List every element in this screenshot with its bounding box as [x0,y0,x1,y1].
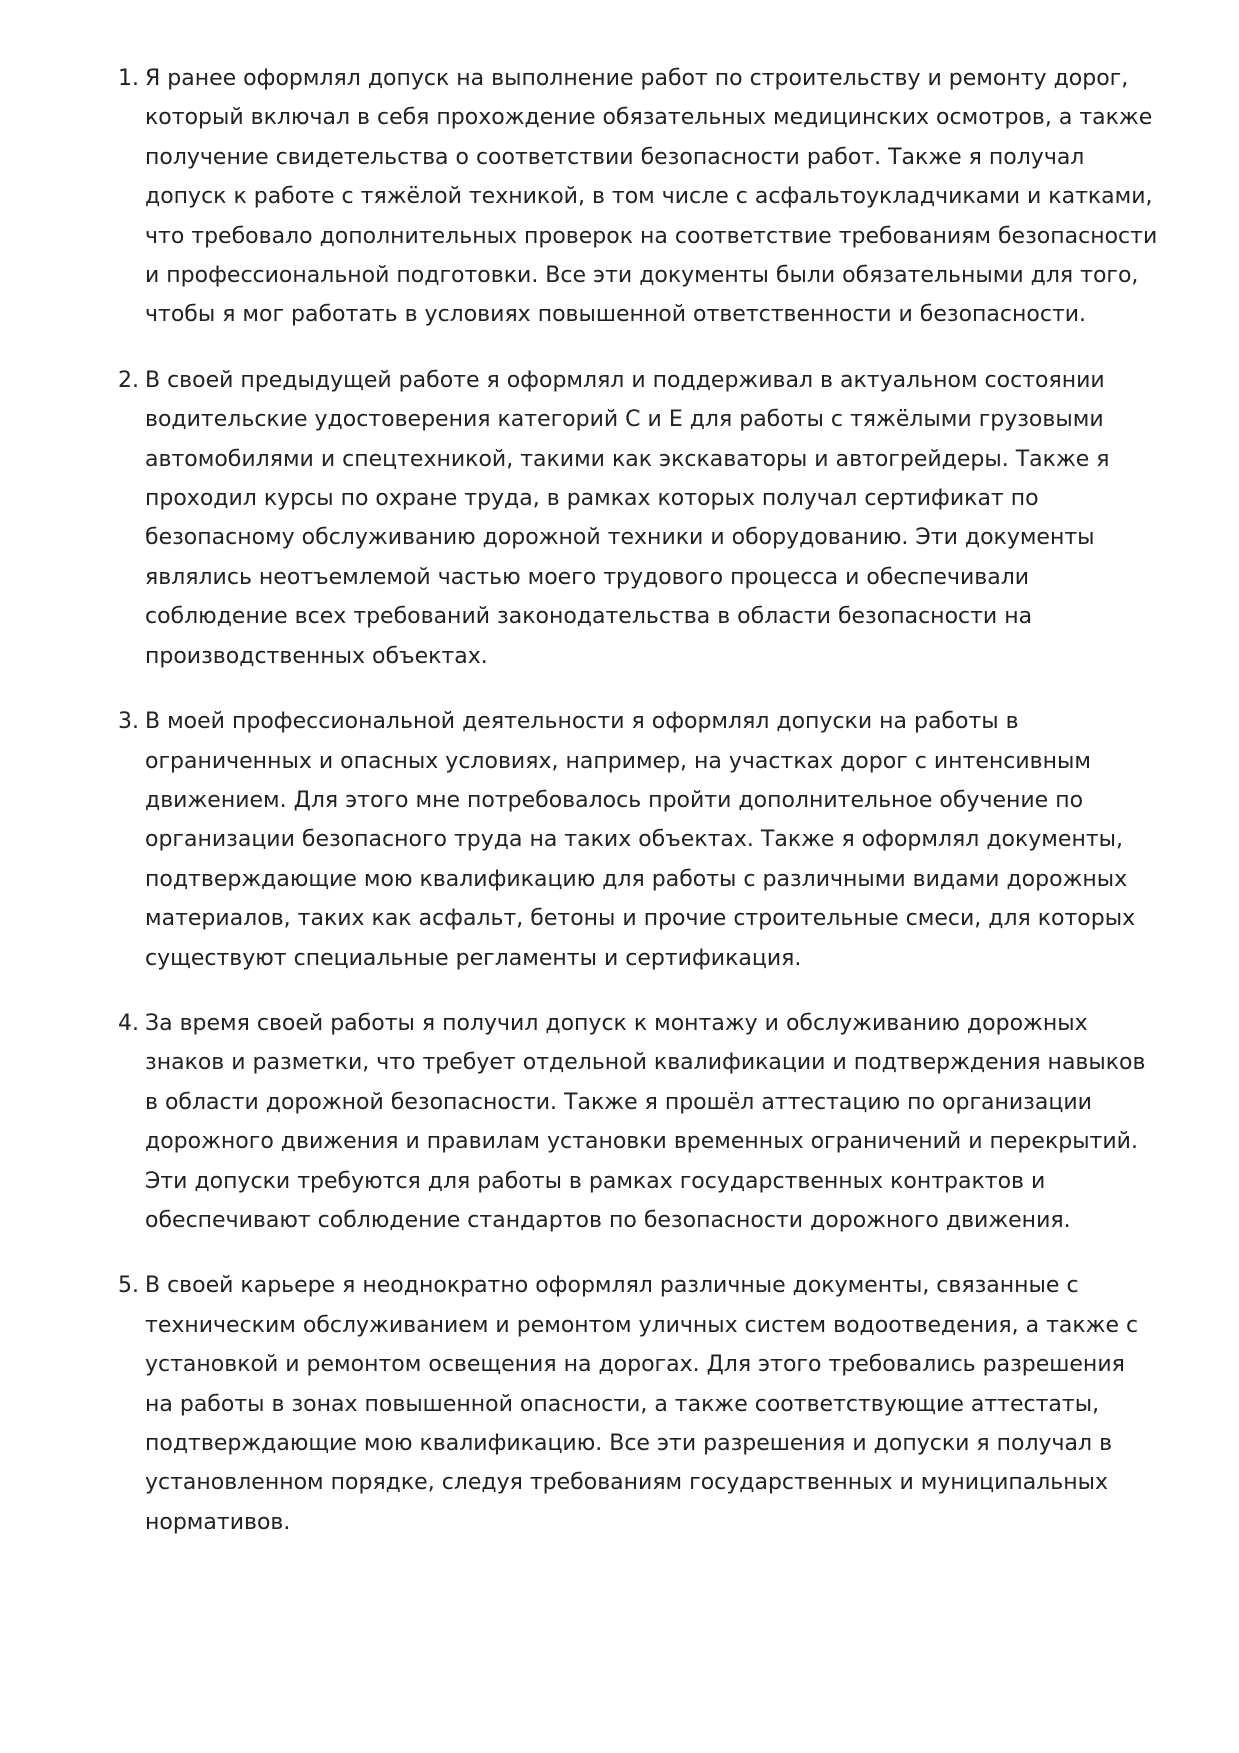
numbered-list [118,59,1158,1568]
list-item-text: В моей профессиональной деятельности я оформлял допуски на работы в ограниченных и опасных условиях, например, на участках дорог с интенсивным движением. Для этого мне потребовалось пройти дополнительное обучение по организации безопасного труда на таких объектах. Также я оформлял документы, подтверждающие мою квалификацию для работы с различными видами дорожных материалов, таких как асфальт, бетоны и прочие строительные смеси, для которых существуют специальные регламенты и сертификация. [145,709,1136,971]
list-item-number: 2. [118,367,139,393]
list-item [118,59,1158,335]
list-item-text: В своей предыдущей работе я оформлял и поддерживал в актуальном состоянии водительские удостоверения категорий C и E для работы с тяжёлыми грузовыми автомобилями и спецтехникой, такими как экскаваторы и автогрейдеры. Также я проходил курсы по охране труда, в рамках которых получал сертификат по безопасному обслуживанию дорожной техники и оборудованию. Эти документы являлись неотъемлемой частью моего трудового процесса и обеспечивали соблюдение всех требований законодательства в области безопасности на производственных объектах. [145,367,1110,669]
list-item-text: Я ранее оформлял допуск на выполнение работ по строительству и ремонту дорог, который включал в себя прохождение обязательных медицинских осмотров, а также получение свидетельства о соответствии безопасности работ. Также я получал допуск к работе с тяжёлой техникой, в том числе с асфальтоукладчиками и катками, что требовало дополнительных проверок на соответствие требованиям безопасности и профессиональной подготовки. Все эти документы были обязательными для того, чтобы я мог работать в условиях повышенной ответственности и безопасности. [145,66,1158,328]
list-item [118,361,1158,676]
list-item [118,702,1158,978]
list-item-number: 4. [118,1010,139,1036]
list-item-number: 5. [118,1273,139,1299]
list-item-text: За время своей работы я получил допуск к монтажу и обслуживанию дорожных знаков и разметки, что требует отдельной квалификации и подтверждения навыков в области дорожной безопасности. Также я прошёл аттестацию по организации дорожного движения и правилам установки временных ограничений и перекрытий. Эти допуски требуются для работы в рамках государственных контрактов и обеспечивают соблюдение стандартов по безопасности дорожного движения. [145,1010,1146,1233]
list-item-number: 1. [118,66,139,91]
list-item [118,1004,1158,1240]
list-item-number: 3. [118,709,139,735]
list-item-text: В своей карьере я неоднократно оформлял различные документы, связанные с техническим обслуживанием и ремонтом уличных систем водоотведения, а также с установкой и ремонтом освещения на дорогах. Для этого требовались разрешения на работы в зонах повышенной опасности, а также соответствующие аттестаты, подтверждающие мою квалификацию. Все эти разрешения и допуски я получал в установленном порядке, следуя требованиям государственных и муниципальных нормативов. [145,1273,1139,1535]
list-item [118,1266,1158,1542]
